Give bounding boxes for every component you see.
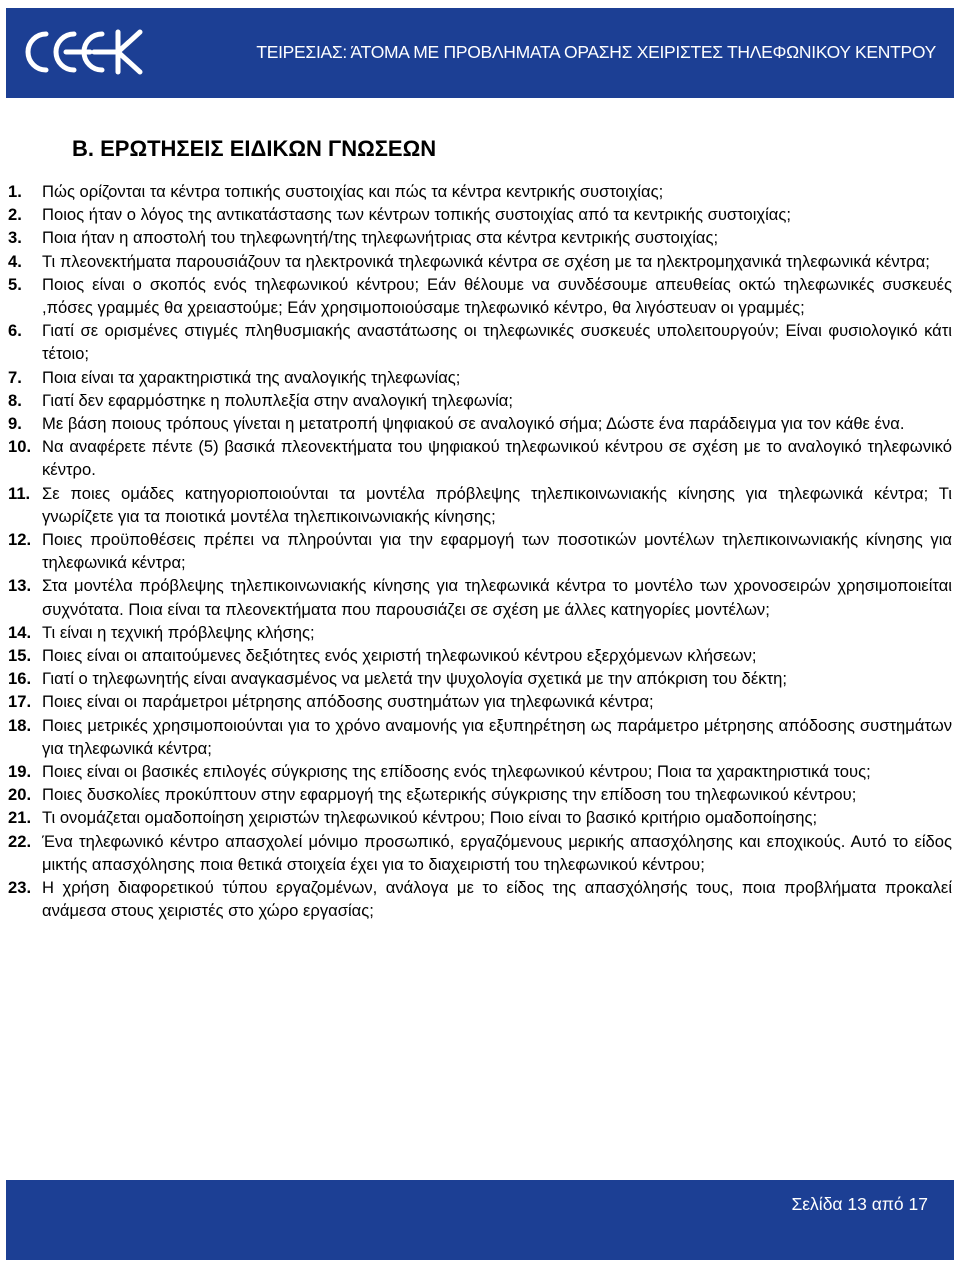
section-title: B. ΕΡΩΤΗΣΕΙΣ ΕΙΔΙΚΩΝ ΓΝΩΣΕΩΝ [72,136,437,161]
question-text: Ποιες είναι οι απαιτούμενες δεξιότητες ενός χειριστή τηλεφωνικού κέντρου εξερχόμενων κλήσεων; [42,646,757,666]
question-text: Ποιος ήταν ο λόγος της αντικατάστασης των κέντρων τοπικής συστοιχίας από τα κεντρικής συστοιχίας; [42,205,791,225]
question-number: 14. [8,622,32,642]
svg-text:CEEK: CEEK [18,22,21,23]
question-text: Στα μοντέλα πρόβλεψης τηλεπικοινωνιακής κίνησης για τηλεφωνικά κέντρα το μοντέλο των χρονοσειρών χρησιμοποιείται συχνότατα. Ποια είναι τα πλεονεκτήματα που παρουσιάζει σε σχέση με άλλες κατηγορίες μοντέλων; [42,576,952,619]
question-number: 6. [8,321,22,341]
question-text: Ποια είναι τα χαρακτηριστικά της αναλογικής τηλεφωνίας; [42,367,461,387]
question-item [8,180,952,203]
question-number: 7. [8,367,22,387]
question-number: 1. [8,182,22,201]
question-item [8,250,952,273]
ceek-logo [18,22,148,82]
question-number: 2. [8,205,22,225]
question-number: 11. [8,483,31,503]
question-item [8,690,952,713]
question-item [8,783,952,806]
question-number: 22. [8,831,32,851]
question-item [8,435,952,481]
question-number: 17. [8,692,32,712]
question-item [8,621,952,644]
question-item [8,226,952,249]
question-item [8,319,952,365]
question-number: 20. [8,785,32,805]
question-item [8,876,952,922]
question-text: Η χρήση διαφορετικού τύπου εργαζομένων, ανάλογα με το είδος της απασχόλησής τους, ποια προβλήματα προκαλεί ανάμεσα στους χειριστές στο χώρο εργασίας; [42,878,952,921]
footer-bar [6,1180,954,1260]
question-text: Γιατί ο τηλεφωνητής είναι αναγκασμένος να μελετά την ψυχολογία σχετικά με την απόκριση του δέκτη; [42,669,787,689]
question-text: Ποιες μετρικές χρησιμοποιούνται για το χρόνο αναμονής για εξυπηρέτηση ως παράμετρο μέτρησης απόδοσης συστημάτων για τηλεφωνικά κέντρα; [42,715,952,758]
question-text: Πώς ορίζονται τα κέντρα τοπικής συστοιχίας και πώς τα κέντρα κεντρικής συστοιχίας; [42,182,664,201]
question-item [8,806,952,829]
question-text: Με βάση ποιους τρόπους γίνεται η μετατροπή ψηφιακού σε αναλογικό σήμα; Δώστε ένα παράδειγμα για τον κάθε ένα. [42,414,905,434]
question-item [8,574,952,620]
question-number: 3. [8,228,22,248]
question-number: 4. [8,251,22,271]
question-item [8,760,952,783]
question-item [8,528,952,574]
question-text: Σε ποιες ομάδες κατηγοριοποιούνται τα μοντέλα πρόβλεψης τηλεπικοινωνιακής κίνησης για τηλεφωνικά κέντρα; Τι γνωρίζετε για τα ποιοτικά μοντέλα τηλεπικοινωνιακής κίνησης; [42,483,952,526]
question-number: 12. [8,530,32,550]
question-text: Ποιες προϋποθέσεις πρέπει να πληρούνται για την εφαρμογή των ποσοτικών μοντέλων τηλεπικοινωνιακής κίνησης για τηλεφωνικά κέντρα; [42,530,952,573]
question-item [8,830,952,876]
question-number: 13. [8,576,32,596]
question-text: Ποιες δυσκολίες προκύπτουν στην εφαρμογή της εξωτερικής σύγκρισης την επίδοση του τηλεφωνικού κέντρου; [42,785,857,805]
question-item [8,667,952,690]
question-item [8,714,952,760]
question-text: Ένα τηλεφωνικό κέντρο απασχολεί μόνιμο προσωπικό, εργαζόμενους μερικής απασχόλησης και εποχικούς. Αυτό το είδος μικτής απασχόλησης ποια θετικά στοιχεία έχει για το διαχειριστή του τηλεφωνικού κέντρου; [42,831,952,874]
question-number: 18. [8,715,32,735]
document-header-title: ΤΕΙΡΕΣΙΑΣ: ΆΤΟΜΑ ΜΕ ΠΡΟΒΛΗΜΑΤΑ ΟΡΑΣΗΣ ΧΕΙΡΙΣΤΕΣ ΤΗΛΕΦΩΝΙΚΟΥ ΚΕΝΤΡΟΥ [256,42,936,62]
question-text: Γιατί σε ορισμένες στιγμές πληθυσμιακής αναστάτωσης οι τηλεφωνικές συσκευές υπολειτουργούν; Είναι φυσιολογικό κάτι τέτοιο; [42,321,952,364]
question-text: Ποια ήταν η αποστολή του τηλεφωνητή/της τηλεφωνήτριας στα κέντρα κεντρικής συστοιχίας; [42,228,719,248]
question-text: Τι ονομάζεται ομαδοποίηση χειριστών τηλεφωνικού κέντρου; Ποιο είναι το βασικό κριτήριο ομαδοποίησης; [42,808,818,828]
question-item [8,389,952,412]
question-text: Ποιες είναι οι παράμετροι μέτρησης απόδοσης συστημάτων για τηλεφωνικά κέντρα; [42,692,654,712]
questions-list [8,180,952,923]
question-number: 19. [8,762,32,782]
question-text: Να αναφέρετε πέντε (5) βασικά πλεονεκτήματα του ψηφιακού τηλεφωνικού κέντρου σε σχέση με το αναλογικό τηλεφωνικό κέντρο. [42,437,952,480]
question-number: 21. [8,808,32,828]
question-number: 9. [8,414,22,434]
question-item [8,203,952,226]
question-item [8,482,952,528]
question-text: Ποιες είναι οι βασικές επιλογές σύγκρισης της επίδοσης ενός τηλεφωνικού κέντρου; Ποια τα χαρακτηριστικά τους; [42,762,871,782]
question-item [8,412,952,435]
question-item [8,366,952,389]
question-text: Τι είναι η τεχνική πρόβλεψης κλήσης; [42,622,315,642]
question-number: 5. [8,274,22,294]
question-item [8,273,952,319]
question-number: 16. [8,669,32,689]
question-number: 15. [8,646,32,666]
question-text: Τι πλεονεκτήματα παρουσιάζουν τα ηλεκτρονικά τηλεφωνικά κέντρα σε σχέση με τα ηλεκτρομηχανικά τηλεφωνικά κέντρα; [42,251,930,271]
question-item [8,644,952,667]
question-text: Ποιος είναι ο σκοπός ενός τηλεφωνικού κέντρου; Εάν θέλουμε να συνδέσουμε απευθείας οκτώ τηλεφωνικές συσκευές ,πόσες γραμμές θα χρειαστούμε; Εάν χρησιμοποιούσαμε τηλεφωνικό κέντρο, θα λιγόστευαν οι γραμμές; [42,274,952,318]
question-number: 23. [8,878,32,898]
question-text: Γιατί δεν εφαρμόστηκε η πολυπλεξία στην αναλογική τηλεφωνία; [42,390,514,410]
question-number: 10. [8,437,32,457]
question-number: 8. [8,390,22,410]
page-number: Σελίδα 13 από 17 [791,1194,928,1214]
